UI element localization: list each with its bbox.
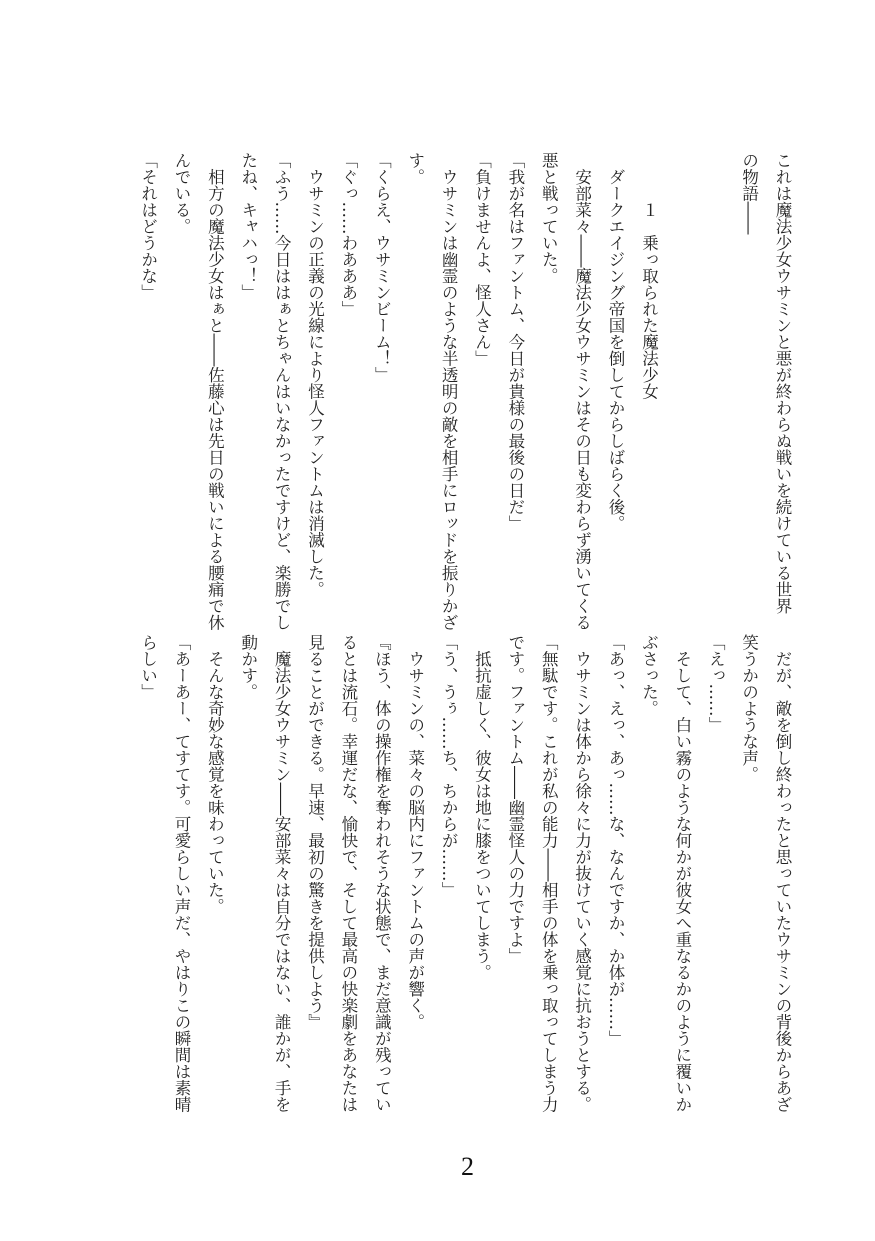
text-column: ウサミンの正義の光線により怪人ファントムは消滅した。 [305,152,325,598]
text-column: そして、白い霧のような何かが彼女へ重なるかのように覆いか [672,634,692,1113]
text-column: らしい」 [138,634,158,700]
text-column: 抵抗虚しく、彼女は地に膝をついてしまう。 [472,634,492,981]
text-column: 「あっ、えっ、あっ……な、なんですか、か体が……」 [606,634,626,1047]
text-column: ウサミンは体から徐々に力が抜けていく感覚に抗おうとする。 [572,634,592,1113]
text-column: 見ることができる。早速、最初の驚きを提供しよう』 [305,634,325,1030]
text-column: 動かす。 [238,634,258,700]
text-column: 『ほう、体の操作権を奪われそうな状態で、まだ意識が残ってい [372,634,392,1113]
text-column: 「う、うぅ……ち、ちからが……」 [439,634,459,898]
text-column: 「無駄です。これが私の能力――相手の体を乗っ取ってしまう力 [539,634,559,1113]
text-column: 笑うかのような声。 [739,634,759,783]
bottom-text-block [131,634,799,1113]
text-column: 魔法少女ウサミン――安部菜々は自分ではない、誰かが、手を [272,634,292,1113]
text-column: そんな奇妙な感覚を味わっていた。 [205,634,225,915]
top-text-block [131,152,799,631]
text-column [699,152,732,622]
text-column: 「あーあー、てすてす。可愛らしい声だ、やはりこの瞬間は素晴 [171,634,191,1113]
text-column: 「負けませんよ、怪人さん」 [472,152,492,367]
text-column: 「ふう……今日ははぁとちゃんはいなかったですけど、楽勝でし [272,152,292,631]
text-column: んでいる。 [171,152,191,235]
page-number: 2 [461,1152,474,1181]
text-column: す。 [405,152,425,185]
text-column: 「それはどうかな」 [138,152,158,301]
text-column: １ 乗っ取られた魔法少女 [639,152,659,400]
text-column: これは魔法少女ウサミンと悪が終わらぬ戦いを続けている世界 [773,152,792,614]
text-column: ダークエイジング帝国を倒してからしばらく後。 [606,152,626,532]
text-column: 「えっ……」 [706,634,726,733]
text-column: ウサミンの、菜々の脳内にファントムの声が響く。 [405,634,425,1030]
text-column: の物語―― [739,152,759,235]
text-column: ウサミンは幽霊のような半透明の敵を相手にロッドを振りかざ [439,152,459,631]
text-column: 「我が名はファントム、今日が貴様の最後の日だ」 [505,152,525,532]
text-column: たね、キャハっ！」 [238,152,258,301]
text-column: るとは流石。幸運だな、愉快で、そして最高の快楽劇をあなたは [338,634,358,1113]
text-column: 安部菜々――魔法少女ウサミンはその日も変わらず湧いてくる [572,152,592,631]
text-column: 悪と戦っていた。 [539,152,559,284]
text-column: だが、敵を倒し終わったと思っていたウサミンの背後からあざ [773,634,792,1113]
text-column: ぶさった。 [639,634,659,717]
text-column: です。ファントム――幽霊怪人の力ですよ」 [505,634,525,964]
text-column [665,152,698,622]
text-column: 「くらえ、ウサミンビーム！」 [372,152,392,383]
text-column: 「ぐっ……わあああ」 [338,152,358,317]
text-column: 相方の魔法少女はぁと――佐藤心は先日の戦いによる腰痛で休 [205,152,225,631]
